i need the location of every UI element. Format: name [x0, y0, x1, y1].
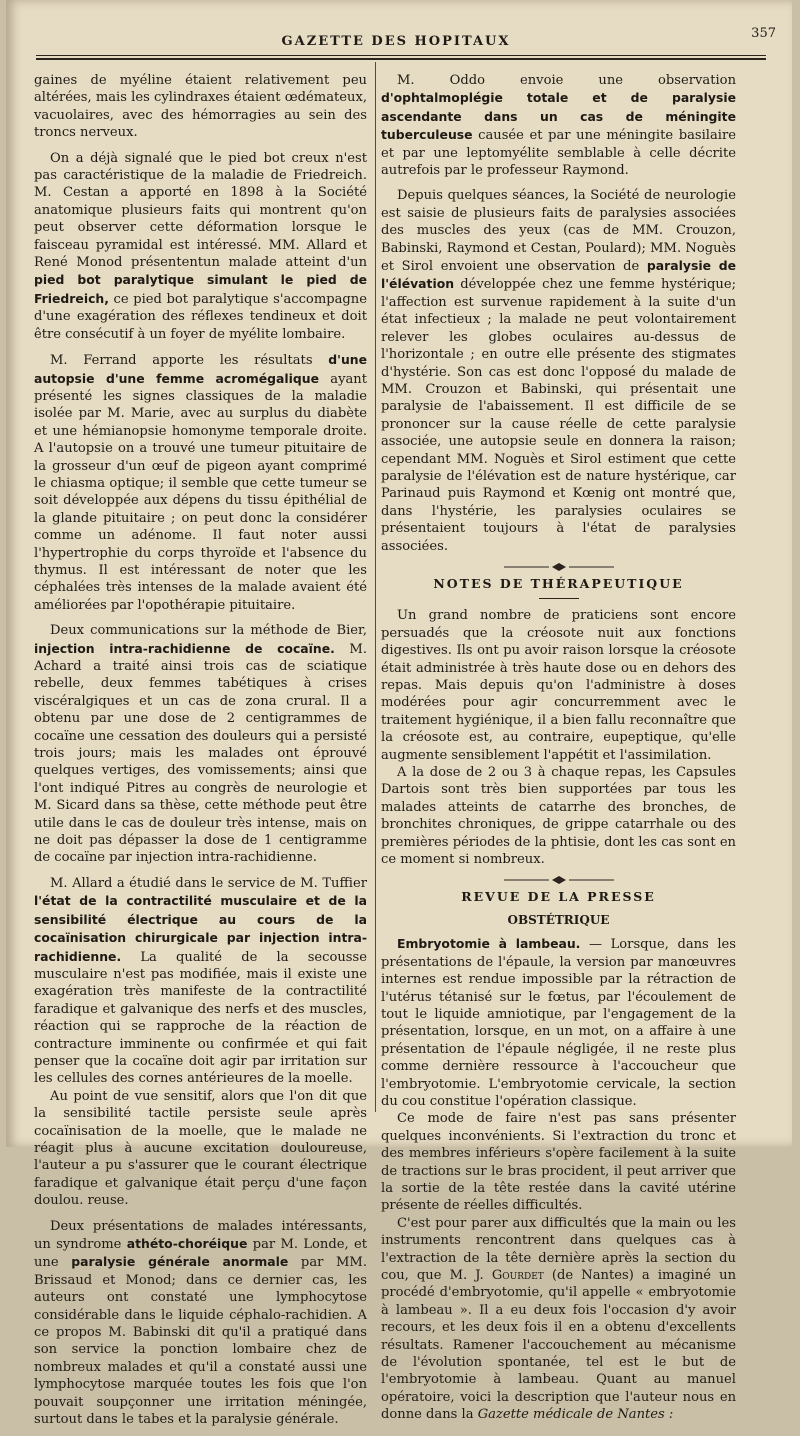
subsection-heading: OBSTÉTRIQUE — [507, 912, 610, 927]
newspaper-page — [6, 0, 792, 1428]
paragraph: Embryotomie à lambeau. — Lorsque, dans les présentations de l'épaule, la version par manœuvres internes est rendue impossible par la rétraction de l'utérus tétanisé sur le fœtus, par l'écoulement de tout le liquide amniotique, par l'engagement de la présentation, lorsque, en un mot, on a affaire à une présentation de l'épaule négligée, il ne reste plus comme dernière ressource à l'accoucheur que l'embryotomie. L'embryotomie cervicale, la section du cou constitue l'opération classique. — [381, 936, 736, 1109]
section-heading: REVUE DE LA PRESSE — [461, 889, 656, 905]
paragraph: gaines de myéline étaient relativement peu altérées, mais les cylindraxes étaient œdémateux, vacuolaires, avec des hémorragies au sein des troncs nerveux. — [34, 73, 367, 141]
paragraph: C'est pour parer aux difficultés que la main ou les instruments rencontrent dans quelques cas à l'extraction de la tête dernière après la section du cou, que M. J. Gourdet (de Nantes) a imaginé un procédé d'embryotomie, qu'il appelle « embryotomie à lambeau ». Il a eu deux fois l'occasion d'y avoir recours, et les deux fois il en a obtenu d'excellents résultats. Ramener l'accouchement au mécanisme de l'évolution spontanée, tel est le but de l'embryotomie à lambeau. Quant au manuel opératoire, voici la description que l'auteur nous en donne dans la Gazette médicale de Nantes : — [381, 1215, 736, 1423]
paragraph: M. Allard a étudié dans le service de M. Tuffier l'état de la contractilité musculaire et de la sensibilité électrique au cours de la cocaïnisation chirurgicale par injection intra-rachidienne. La qualité de la secousse musculaire n'est pas modifiée, mais il existe une exagération très manifeste de la contractilité faradique et galvanique des nerfs et des muscles, réaction qui se rapproche de la réaction de contracture imminente ou confirmée et qui fait penser que la cocaïne doit agir par irritation sur les cellules des cornes antérieures de la moelle. — [34, 875, 367, 1087]
page-header — [36, 26, 776, 56]
header-rule-thick — [36, 58, 766, 60]
right-column — [381, 72, 736, 1432]
column-divider — [375, 62, 376, 1112]
paragraph: Au point de vue sensitif, alors que l'on dit que la sensibilité tactile persiste seule après cocaïnisation de la moelle, que le malade ne réagit plus à aucune excitation douloureuse, l'auteur a pu s'assurer que le courant électrique faradique et galvanique était perçu d'une façon doulou. reuse. — [34, 1088, 367, 1209]
paragraph: Depuis quelques séances, la Société de neurologie est saisie de plusieurs faits de paralysies associées des muscles des yeux (cas de MM. Crouzon, Babinski, Raymond et Cestan, Poulard); MM. Noguès et Sirol envoient une observation de paralysie de l'élévation développée chez une femme hystérique; l'affection est survenue rapidement à la suite d'un état infectieux ; la malade ne peut volontairement relever les globes oculaires au-dessus de l'horizontale ; en outre elle présente des stigmates d'hystérie. Son cas est donc l'opposé du malade de MM. Crouzon et Babinski, qui présentait une paralysie de l'abaissement. Il est difficile de se prononcer sur la cause réelle de cette paralysie associée, une autopsie seule en donnera la raison; cependant MM. Noguès et Sirol estiment que cette paralysie de l'élévation est de nature hystérique, car Parinaud puis Raymond et Kœnig ont montré que, dans l'hystérie, les paralysies oculaires se présentaient toujours à l'état de paralysies associées. — [381, 188, 737, 554]
header-rule — [36, 55, 766, 56]
page-number: 357 — [751, 26, 776, 41]
paragraph: Deux présentations de malades intéressants, un syndrome athéto-choréique par M. Londe, et une paralysie générale anormale par MM. Brissaud et Monod; dans ce dernier cas, les auteurs ont constaté une lymphocytose considérable dans le liquide céphalo-rachidien. A ce propos M. Babinski dit qu'il a pratiqué dans son service la ponction lombaire chez de nombreux malades et qu'il a constaté aussi une lymphocytose marquée toutes les fois que l'on pouvait soupçonner une irritation méningée, surtout dans le tabes et la paralysie générale. — [34, 1218, 368, 1428]
paragraph: M. Ferrand apporte les résultats d'une autopsie d'une femme acromégalique ayant présenté les signes classiques de la maladie isolée par M. Marie, avec au surplus du diabète et une hémianopsie homonyme temporale droite. A l'autopsie on a trouvé une tumeur pituitaire de la grosseur d'un œuf de pigeon ayant comprimé le chiasma optique; il semble que cette tumeur se soit développée aux dépens du tissu épithélial de la glande pituitaire ; on peut donc la considérer comme un adénome. Il faut noter aussi l'hypertrophie du corps thyroïde et l'absence du thymus. Il est intéressant de noter que les céphalées très intenses de la malade avaient été améliorées par l'opothérapie pituitaire. — [34, 352, 367, 613]
paragraph: Deux communications sur la méthode de Bier, injection intra-rachidienne de cocaïne. M. Achard a traité ainsi trois cas de sciatique rebelle, deux femmes tabétiques à crises viscéralgiques et un cas de zona crural. Il a obtenu par une dose de 2 centigrammes de cocaïne une cessation des douleurs qui a persisté trois jours; mais les malades ont éprouvé quelques vertiges, des vomissements; ainsi que l'ont indiqué Pitres au congrès de neurologie et M. Sicard dans sa thèse, cette méthode peut être utile dans le cas de douleur très intense, mais on ne doit pas dépasser la dose de 1 centigramme de cocaïne par injection intra-rachidienne. — [34, 623, 367, 866]
section-heading: NOTES DE THÉRAPEUTIQUE — [433, 575, 684, 591]
heading-rule — [539, 598, 579, 599]
paragraph: A la dose de 2 ou 3 à chaque repas, les Capsules Dartois sont très bien supportées par tous les malades atteints de catarrhe des bronches, de bronchites chroniques, de grippe catarrhale ou des premières périodes de la phtisie, dont les cas sont en ce moment si nombreux. — [381, 765, 736, 868]
left-column — [34, 72, 367, 1436]
ornament-divider — [381, 563, 736, 571]
ornament-divider — [381, 876, 736, 884]
running-title: GAZETTE DES HOPITAUX — [281, 34, 511, 49]
paragraph: M. Oddo envoie une observation d'ophtalmoplégie totale et de paralysie ascendante dans un cas de méningite tuberculeuse causée et par une méningite basilaire et par une leptomyélite semblable à celle décrite autrefois par le professeur Raymond. — [381, 73, 736, 179]
paragraph: Ce mode de faire n'est pas sans présenter quelques inconvénients. Si l'extraction du tronc et des membres inférieurs s'opère facilement à la suite de tractions sur le bras procident, il peut arriver que la sortie de la tête restée dans la cavité utérine présente de réelles difficultés. — [381, 1111, 736, 1214]
paragraph: Un grand nombre de praticiens sont encore persuadés que la créosote nuit aux fonctions digestives. Ils ont pu avoir raison lorsque la créosote était administrée à très haute dose ou en dehors des repas. Mais depuis qu'on l'administre à doses modérées pour agir concurremment avec le traitement hygiénique, il a bien fallu reconnaître que la créosote est, au contraire, eupeptique, qu'elle augmente sensiblement l'appétit et l'assimilation. — [381, 608, 736, 763]
paragraph: On a déjà signalé que le pied bot creux n'est pas caractéristique de la maladie de Friedreich. M. Cestan a apporté en 1898 à la Société anatomique plusieurs faits qui montrent qu'on peut observer cette déformation lorsque le faisceau pyramidal est intéressé. MM. Allard et René Monod présententun malade atteint d'un pied bot paralytique simulant le pied de Friedreich, ce pied bot paralytique s'accompagne d'une exagération des réflexes tendineux et doit être consécutif à un foyer de myélite lombaire. — [34, 150, 367, 342]
